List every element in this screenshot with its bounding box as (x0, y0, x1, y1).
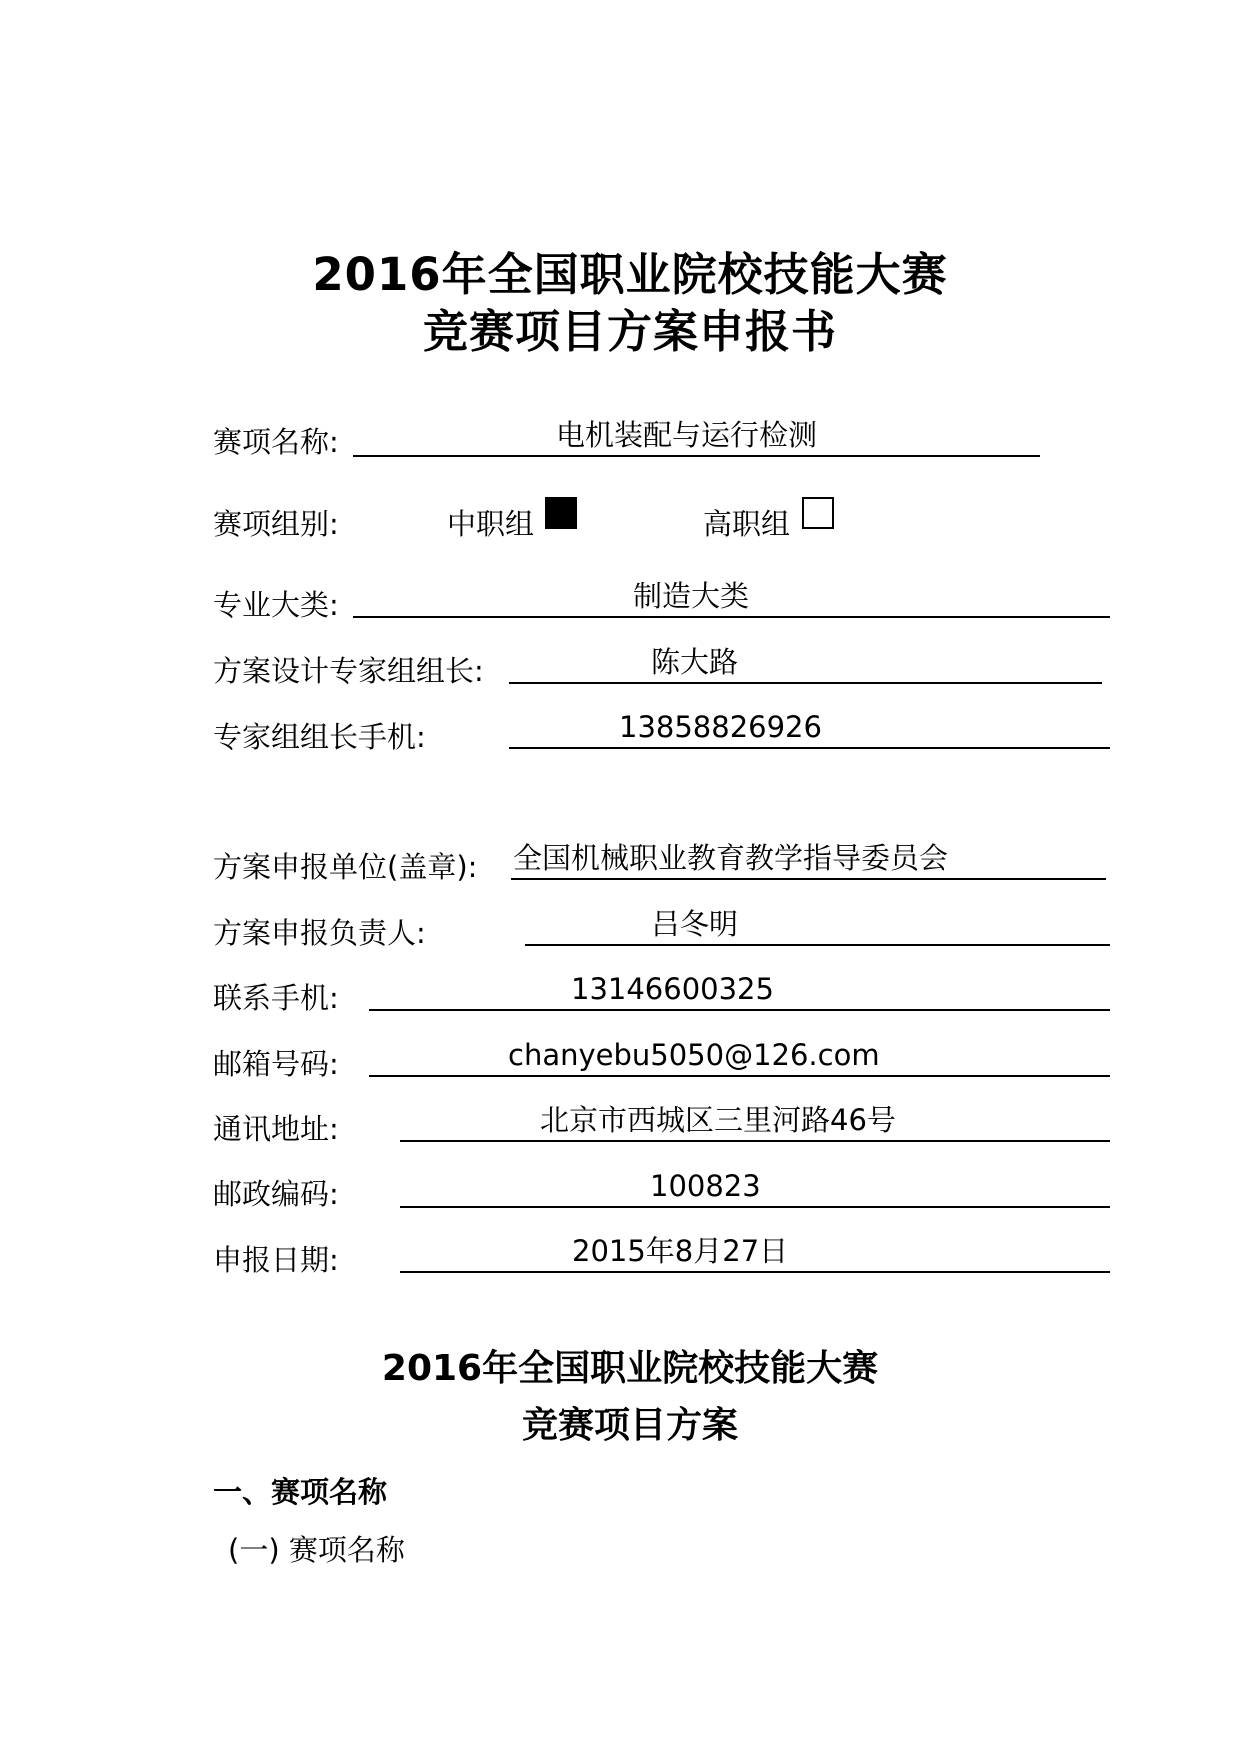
contact-phone-label: 联系手机: (213, 981, 339, 1015)
group-option-secondary-label: 中职组 (447, 507, 535, 541)
event-name-field[interactable] (353, 415, 1040, 457)
postcode-label: 邮政编码: (213, 1177, 339, 1211)
cover-title-line1: 2016年全国职业院校技能大赛 (312, 248, 948, 301)
address-field[interactable] (400, 1100, 1110, 1142)
expert-leader-field[interactable] (509, 642, 1102, 684)
email-value: chanyebu5050@126.com (508, 1038, 880, 1072)
postcode-value: 100823 (650, 1169, 761, 1203)
major-category-field[interactable] (353, 576, 1110, 618)
expert-leader-label: 方案设计专家组组长: (213, 654, 484, 688)
body-title-line1: 2016年全国职业院校技能大赛 (381, 1348, 879, 1389)
expert-phone-value: 13858826926 (619, 710, 822, 744)
major-category-value: 制造大类 (633, 579, 750, 613)
address-label: 通讯地址: (213, 1112, 339, 1146)
expert-phone-field[interactable] (509, 707, 1110, 749)
group-option-higher-checkbox[interactable] (802, 497, 834, 529)
date-label: 申报日期: (213, 1243, 339, 1277)
email-field[interactable] (369, 1035, 1110, 1077)
email-label: 邮箱号码: (213, 1047, 339, 1081)
contact-phone-field[interactable] (369, 969, 1110, 1011)
expert-leader-value: 陈大路 (651, 645, 739, 679)
applicant-unit-field[interactable] (511, 838, 1106, 880)
applicant-person-label: 方案申报负责人: (213, 916, 426, 950)
section1-heading: 一、赛项名称 (213, 1475, 388, 1509)
body-title-line2: 竞赛项目方案 (521, 1405, 738, 1446)
cover-title-line2: 竞赛项目方案申报书 (422, 305, 837, 358)
expert-phone-label: 专家组组长手机: (213, 720, 426, 754)
applicant-unit-value: 全国机械职业教育教学指导委员会 (513, 841, 949, 875)
date-value: 2015年8月27日 (572, 1234, 789, 1268)
event-name-value: 电机装配与运行检测 (556, 418, 818, 452)
major-category-label: 专业大类: (213, 588, 339, 622)
address-value: 北京市西城区三里河路46号 (540, 1103, 896, 1137)
applicant-person-value: 吕冬明 (651, 907, 739, 941)
group-option-secondary-checkbox[interactable] (545, 497, 577, 529)
applicant-unit-label: 方案申报单位(盖章): (213, 850, 478, 884)
contact-phone-value: 13146600325 (571, 972, 774, 1006)
postcode-field[interactable] (400, 1166, 1110, 1208)
event-name-label: 赛项名称: (213, 425, 339, 459)
section1-subheading: (一) 赛项名称 (228, 1533, 405, 1567)
group-option-higher-label: 高职组 (703, 507, 791, 541)
date-field[interactable] (400, 1231, 1110, 1273)
event-group-label: 赛项组别: (213, 507, 339, 541)
applicant-person-field[interactable] (525, 904, 1110, 946)
